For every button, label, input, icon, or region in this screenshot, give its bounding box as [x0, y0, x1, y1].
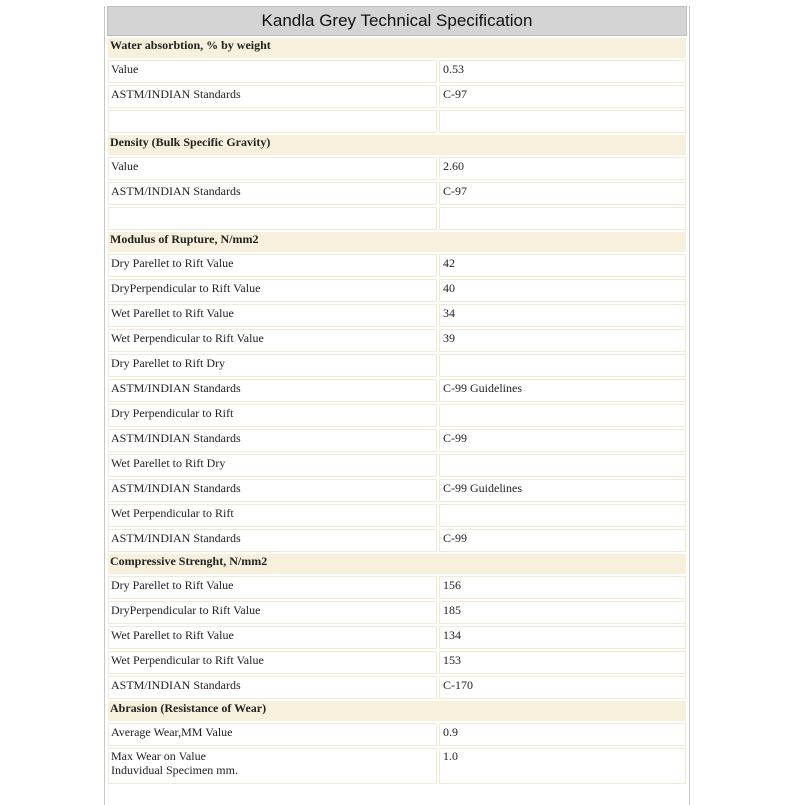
- blank-row: [108, 110, 686, 133]
- table-row: [108, 329, 686, 352]
- row-label: Wet Perpendicular to Rift: [108, 504, 437, 527]
- table-row: [108, 601, 686, 624]
- row-value: [439, 504, 686, 527]
- row-label: Dry Parellet to Rift Value: [108, 254, 437, 277]
- row-value: C-99 Guidelines: [439, 479, 686, 502]
- row-value: [439, 454, 686, 477]
- row-label: Wet Parellet to Rift Value: [108, 626, 437, 649]
- table-row: [108, 182, 686, 205]
- spec-sheet: [104, 6, 690, 805]
- row-label: ASTM/INDIAN Standards: [108, 479, 437, 502]
- table-row: [108, 651, 686, 674]
- row-label: DryPerpendicular to Rift Value: [108, 279, 437, 302]
- table-row: [108, 404, 686, 427]
- row-value: C-170: [439, 676, 686, 699]
- row-value: 40: [439, 279, 686, 302]
- section-heading: Water absorbtion, % by weight: [108, 38, 686, 58]
- row-label: ASTM/INDIAN Standards: [108, 429, 437, 452]
- row-label: Average Wear,MM Value: [108, 723, 437, 746]
- row-value: 0.9: [439, 723, 686, 746]
- row-value: 134: [439, 626, 686, 649]
- table-row: [108, 85, 686, 108]
- row-label: Dry Perpendicular to Rift: [108, 404, 437, 427]
- section-heading: Abrasion (Resistance of Wear): [108, 701, 686, 721]
- row-label-line: Induvidual Specimen mm.: [111, 763, 238, 777]
- row-value: [439, 404, 686, 427]
- row-label: Dry Parellet to Rift Dry: [108, 354, 437, 377]
- row-label: Wet Parellet to Rift Dry: [108, 454, 437, 477]
- row-value: C-99 Guidelines: [439, 379, 686, 402]
- row-value: C-97: [439, 85, 686, 108]
- row-value: [439, 354, 686, 377]
- row-value: C-99: [439, 529, 686, 552]
- table-row: [108, 354, 686, 377]
- table-row: [108, 304, 686, 327]
- table-row: [108, 576, 686, 599]
- table-row: [108, 529, 686, 552]
- table-row: [108, 60, 686, 83]
- row-label: ASTM/INDIAN Standards: [108, 379, 437, 402]
- section-heading: Compressive Strenght, N/mm2: [108, 554, 686, 574]
- row-label: ASTM/INDIAN Standards: [108, 85, 437, 108]
- row-value: 1.0: [439, 748, 686, 784]
- table-row: [108, 454, 686, 477]
- row-value: 39: [439, 329, 686, 352]
- section-heading: Modulus of Rupture, N/mm2: [108, 232, 686, 252]
- spec-table: [106, 36, 688, 786]
- row-label: ASTM/INDIAN Standards: [108, 676, 437, 699]
- spec-title: Kandla Grey Technical Specification: [107, 6, 687, 36]
- row-label: Dry Parellet to Rift Value: [108, 576, 437, 599]
- row-value: 0.53: [439, 60, 686, 83]
- row-label: [108, 748, 437, 784]
- row-value: 34: [439, 304, 686, 327]
- row-label: ASTM/INDIAN Standards: [108, 182, 437, 205]
- row-value: 153: [439, 651, 686, 674]
- section-heading: Density (Bulk Specific Gravity): [108, 135, 686, 155]
- row-value: C-99: [439, 429, 686, 452]
- row-label-line: Max Wear on Value: [111, 749, 206, 763]
- row-label: ASTM/INDIAN Standards: [108, 529, 437, 552]
- row-label: Wet Parellet to Rift Value: [108, 304, 437, 327]
- table-row: [108, 723, 686, 746]
- blank-row: [108, 207, 686, 230]
- table-row: [108, 279, 686, 302]
- row-label: Value: [108, 60, 437, 83]
- table-row: [108, 626, 686, 649]
- row-label: Value: [108, 157, 437, 180]
- row-label: Wet Perpendicular to Rift Value: [108, 329, 437, 352]
- row-value: 2.60: [439, 157, 686, 180]
- table-row: [108, 748, 686, 784]
- table-row: [108, 157, 686, 180]
- table-row: [108, 379, 686, 402]
- row-value: 42: [439, 254, 686, 277]
- table-row: [108, 676, 686, 699]
- row-label: Wet Perpendicular to Rift Value: [108, 651, 437, 674]
- row-value: 185: [439, 601, 686, 624]
- table-row: [108, 254, 686, 277]
- table-row: [108, 429, 686, 452]
- row-label: DryPerpendicular to Rift Value: [108, 601, 437, 624]
- table-row: [108, 504, 686, 527]
- table-row: [108, 479, 686, 502]
- row-value: 156: [439, 576, 686, 599]
- row-value: C-97: [439, 182, 686, 205]
